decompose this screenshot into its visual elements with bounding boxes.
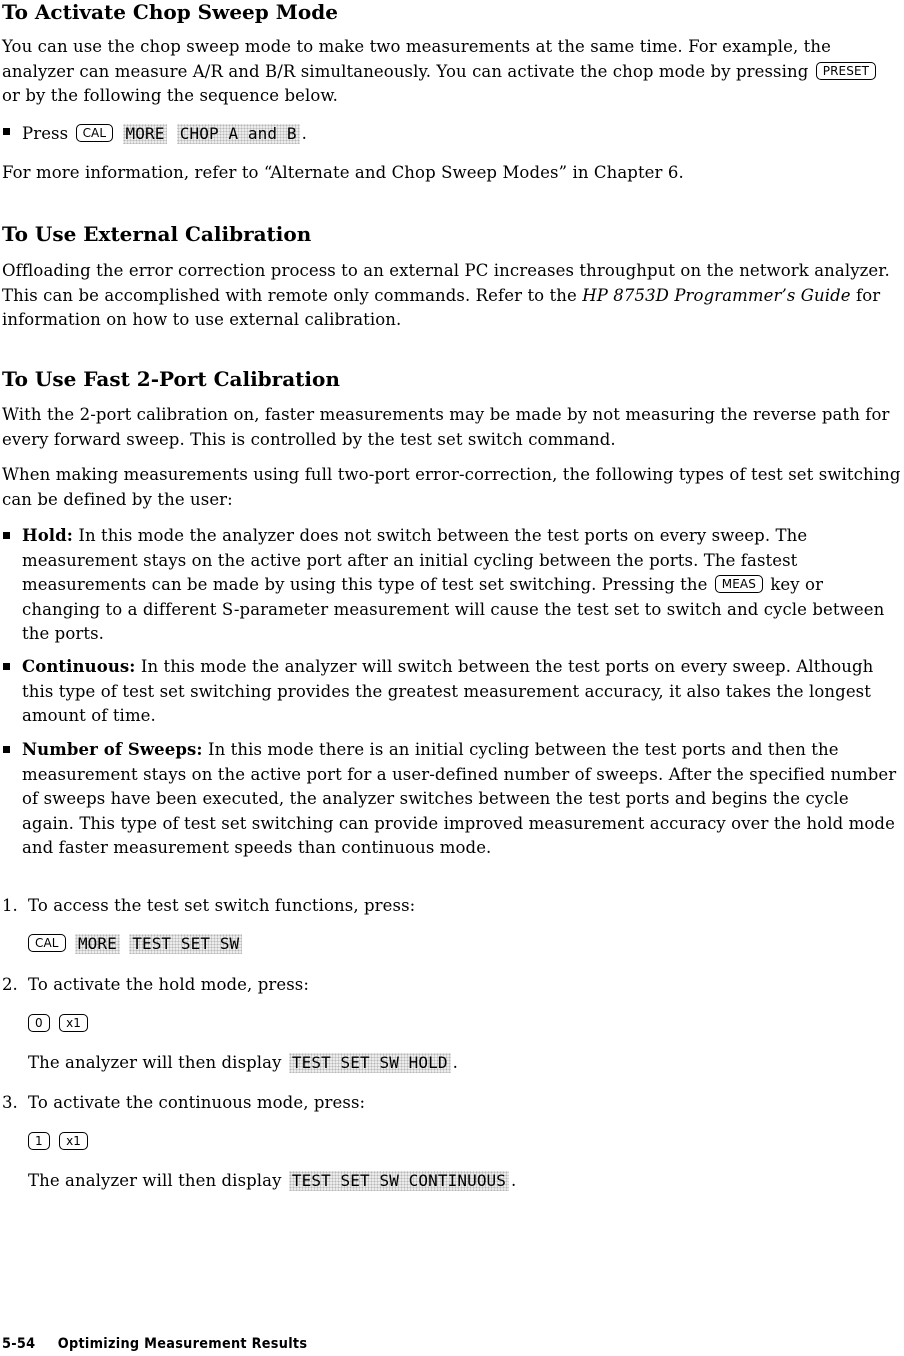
external-cal-paragraph: Offloading the error correction process to an external PC increases throughput on the network analyzer. This can be accomplished with remote only commands. Refer to the HP 8753D Programmer’s Guide for information on how to use external calibration. xyxy=(2,261,890,329)
bullet-marker xyxy=(3,746,10,753)
display-test-set-sw-hold: TEST SET SW HOLD xyxy=(289,1053,451,1073)
step-1-text: To access the test set switch functions, press: xyxy=(28,896,416,915)
preset-key: PRESET xyxy=(816,62,876,80)
cal-key: CAL xyxy=(76,124,114,142)
step-1-keys xyxy=(26,932,886,957)
heading-fast-2port-calibration: To Use Fast 2-Port Calibration xyxy=(2,367,340,391)
bullet-marker xyxy=(3,532,10,539)
digit-0-key: 0 xyxy=(28,1014,50,1032)
step-3-keys xyxy=(26,1130,886,1155)
heading-external-calibration: To Use External Calibration xyxy=(2,222,312,246)
digit-1-key: 1 xyxy=(28,1132,50,1150)
bullet-number-of-sweeps: Number of Sweeps: In this mode there is an initial cycling between the test ports and then the measurement stays on the active port for a user-defined number of sweeps. After the specified number of sweeps have been executed, the analyzer switches between the test ports and begins the cycle again. This type of test set switching can provide improved measurement accuracy over the hold mode and faster measurement speeds than continuous mode. xyxy=(22,740,897,857)
x1-key: x1 xyxy=(59,1014,88,1032)
step-number-3: 3. xyxy=(2,1093,18,1112)
fast-cal-paragraph-2: When making measurements using full two-port error-correction, the following types of test set switching can be defined by the user: xyxy=(2,465,901,509)
book-title: HP 8753D Programmer’s Guide xyxy=(582,285,851,305)
softkey-test-set-sw: TEST SET SW xyxy=(129,934,242,954)
step-number-2: 2. xyxy=(2,975,18,994)
fast-cal-paragraph-1: With the 2-port calibration on, faster measurements may be made by not measuring the reverse path for every forward sweep. This is controlled by the test set switch command. xyxy=(2,405,890,449)
chop-press-sequence: Press CAL MORE CHOP A and B . xyxy=(22,124,307,143)
page-footer xyxy=(2,1336,307,1352)
x1-key: x1 xyxy=(59,1132,88,1150)
softkey-chop-a-and-b: CHOP A and B xyxy=(177,124,300,144)
heading-chop-sweep: To Activate Chop Sweep Mode xyxy=(2,0,338,24)
step-2-display: The analyzer will then display TEST SET SW HOLD . xyxy=(28,1053,458,1072)
bullet-marker xyxy=(3,663,10,670)
page-number: 5-54 xyxy=(2,1336,36,1352)
bullet-marker xyxy=(3,128,10,135)
cal-key: CAL xyxy=(28,934,66,952)
running-title: Optimizing Measurement Results xyxy=(57,1336,308,1352)
meas-key: MEAS xyxy=(715,575,763,593)
chop-intro-paragraph: You can use the chop sweep mode to make two measurements at the same time. For example, the analyzer can measure A/R and B/R simultaneously. You can activate the chop mode by pressing PRESET or by the following the sequence below. xyxy=(2,35,897,109)
softkey-more: MORE xyxy=(123,124,168,144)
step-3-text: To activate the continuous mode, press: xyxy=(28,1093,366,1112)
chop-reference-paragraph: For more information, refer to “Alternate and Chop Sweep Modes” in Chapter 6. xyxy=(2,163,684,182)
step-3-display: The analyzer will then display TEST SET SW CONTINUOUS . xyxy=(28,1171,517,1190)
bullet-hold: Hold: In this mode the analyzer does not switch between the test ports on every sweep. The measurement stays on the active port after an initial cycling between the ports. The fastest measurements can be made by using this type of test set switching. Pressing the MEAS key or changing to a different S-parameter measurement will cause the test set to switch and cycle between the ports. xyxy=(22,526,885,643)
softkey-more: MORE xyxy=(75,934,120,954)
display-test-set-sw-continuous: TEST SET SW CONTINUOUS xyxy=(289,1171,509,1191)
step-number-1: 1. xyxy=(2,896,18,915)
step-2-keys xyxy=(26,1012,886,1037)
step-2-text: To activate the hold mode, press: xyxy=(28,975,310,994)
bullet-continuous: Continuous: In this mode the analyzer will switch between the test ports on every sweep. Although this type of test set switching provides the greatest measurement accuracy, it also takes the longest amount of time. xyxy=(22,657,874,725)
